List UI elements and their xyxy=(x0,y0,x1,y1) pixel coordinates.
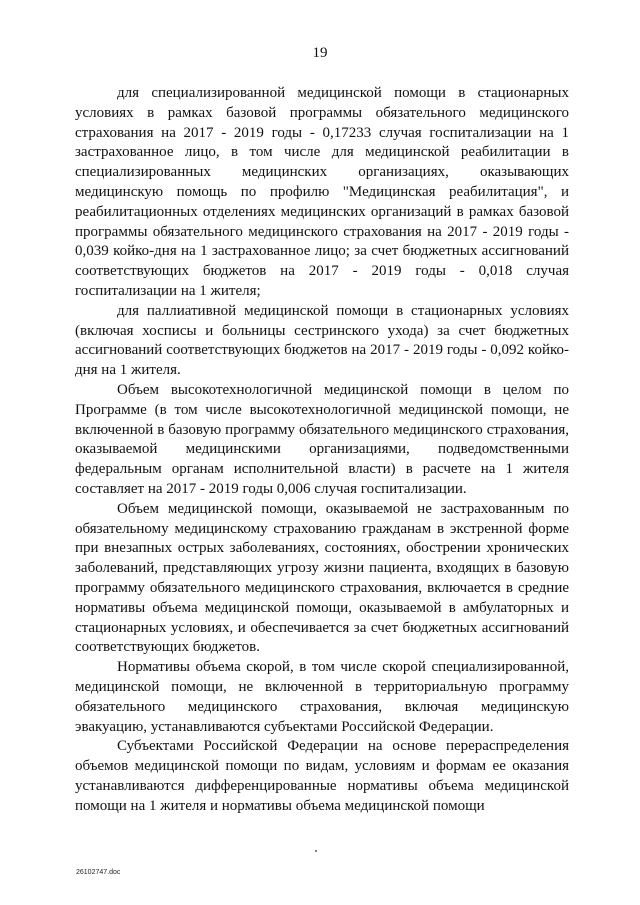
paragraph-high-tech-care: Объем высокотехнологичной медицинской помощи в целом по Программе (в том числе высокотехнологичной медицинской помощи, не включенной в базовую программу обязательного медицинского страхования, оказываемой медицинскими организациями, подведомственными федеральным органам исполнительной власти) в расчете на 1 жителя составляет на 2017 - 2019 годы 0,006 случая госпитализации. xyxy=(75,381,569,497)
paragraph-palliative-care: для паллиативной медицинской помощи в стационарных условиях (включая хосписы и больницы сестринского ухода) за счет бюджетных ассигнований соответствующих бюджетов на 2017 - 2019 годы - 0,092 койко-дня на 1 жителя. xyxy=(75,302,569,379)
paragraph-specialized-care: для специализированной медицинской помощи в стационарных условиях в рамках базовой программы обязательного медицинского страхования на 2017 - 2019 годы - 0,17233 случая госпитализации на 1 застрахованное лицо, в том числе для медицинской реабилитации в специализированных медицинских организациях, оказывающих медицинскую помощь по профилю "Медицинская реабилитация", и реабилитационных отделениях медицинских организаций в рамках базовой программы обязательного медицинского страхования на 2017 - 2019 годы - 0,039 койко-дня на 1 застрахованное лицо; за счет бюджетных ассигнований соответствующих бюджетов на 2017 - 2019 годы - 0,018 случая госпитализации на 1 жителя; xyxy=(75,85,569,299)
page-number: 19 xyxy=(312,45,328,61)
footer-filename: 26102747.doc xyxy=(76,869,121,876)
paragraph-uninsured-care: Объем медицинской помощи, оказываемой не застрахованным по обязательному медицинскому страхованию гражданам в экстренной форме при внезапных острых заболеваниях, состояниях, обострении хронических заболеваний, представляющих угрозу жизни пациента, входящих в базовую программу обязательного медицинского страхования, включается в средние нормативы объема медицинской помощи, оказываемой в амбулаторных и стационарных условиях, и обеспечивается за счет бюджетных ассигнований соответствующих бюджетов. xyxy=(75,500,569,656)
scan-speck xyxy=(315,850,317,852)
document-body xyxy=(75,84,569,816)
paragraph-ambulance-norms: Нормативы объема скорой, в том числе скорой специализированной, медицинской помощи, не включенной в территориальную программу обязательного медицинского страхования, включая медицинскую эвакуацию, устанавливаются субъектами Российской Федерации. xyxy=(75,659,569,735)
paragraph-regional-norms: Субъектами Российской Федерации на основе перераспределения объемов медицинской помощи по видам, условиям и формам ее оказания устанавливаются дифференцированные нормативы объема медицинской помощи на 1 жителя и нормативы объема медицинской помощи xyxy=(75,738,569,814)
